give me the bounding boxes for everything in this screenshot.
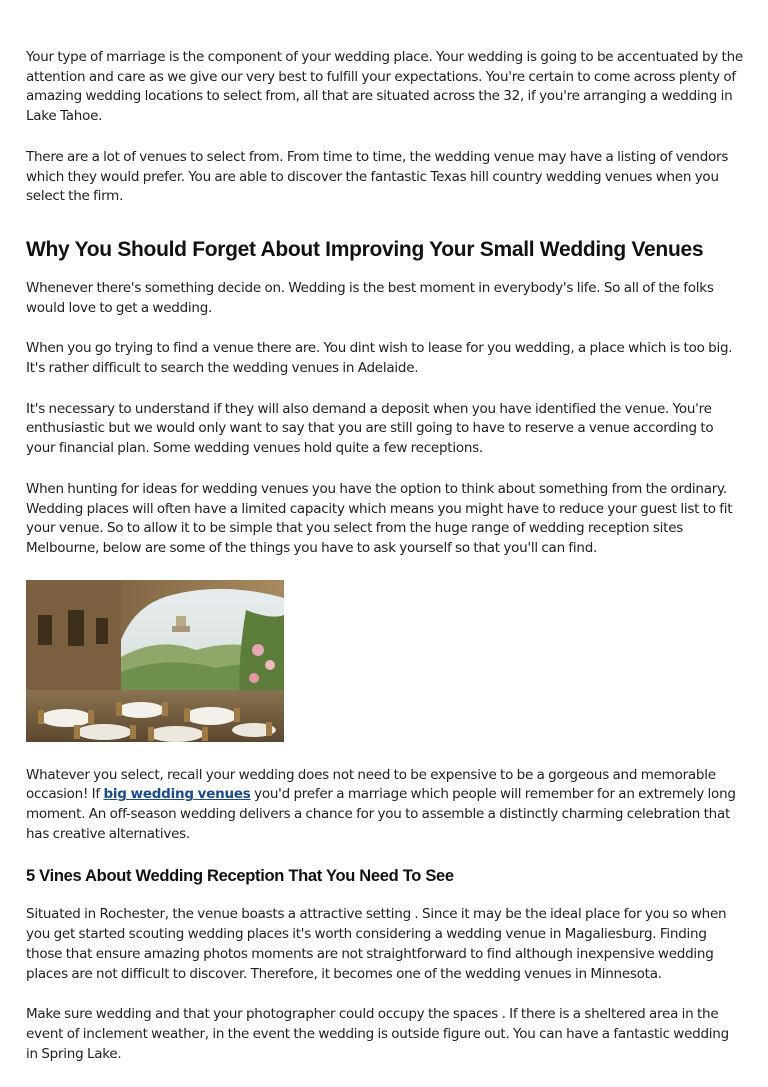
- paragraph-text: you'd prefer a marriage which people will remember for an extremely long moment. An off-season wedding delivers a chance for you to assemble a distinctly charming celebration that has creative alternatives.: [26, 786, 736, 842]
- paragraph: It's necessary to understand if they will also demand a deposit when you have identified the venue. You're enthusiastic but we would only want to say that you are still going to have to reserve a venue according to your financial plan. Some wedding venues hold quite a few receptions.: [26, 400, 714, 457]
- paragraph: Situated in Rochester, the venue boasts a attractive setting . Since it may be the ideal place for you so when you get started scouting wedding places it's worth considering a wedding venue in Magaliesburg. Finding those that ensure amazing photos moments are not straightforward to find although inexpensive wedding places are not difficult to discover. Therefore, it becomes one of the wedding venues in Minnesota.: [26, 906, 727, 982]
- paragraph: Make sure wedding and that your photographer could occupy the spaces . If there is a sheltered area in the event of inclement weather, in the event the wedding is outside figure out. You can have a fantastic wedding in Spring Lake.: [26, 1006, 729, 1062]
- paragraph: When hunting for ideas for wedding venues you have the option to think about something from the ordinary. Wedding places will often have a limited capacity which means you might have to reduce your guest list to fit your venue. So to allow it to be simple that you select from the huge range of wedding reception sites Melbourne, below are some of the things you have to ask yourself so that you'll can find.: [26, 480, 733, 556]
- paragraph-text: Whatever you select, recall your wedding does not need to be expensive to be a gorgeous and memorable occasion! If: [26, 766, 716, 803]
- paragraph: There are a lot of venues to select from. From time to time, the wedding venue may have a listing of vendors which they would prefer. You are able to discover the fantastic Texas hill country wedding venues when you select the firm.: [26, 148, 729, 205]
- big-wedding-venues-link[interactable]: big wedding venues: [103, 786, 251, 803]
- paragraph: Whenever there's something decide on. Wedding is the best moment in everybody's life. So all of the folks would love to get a wedding.: [26, 279, 714, 316]
- section-heading: 5 Vines About Wedding Reception That You Need To See: [26, 867, 454, 886]
- paragraph: Your type of marriage is the component of your wedding place. Your wedding is going to be accentuated by the attention and care as we give our very best to fulfill your expectations. You're certain to come across plenty of amazing wedding locations to select from, all that are situated across the 32, if you're arranging a wedding in Lake Tahoe.: [26, 49, 743, 125]
- paragraph: When you go trying to find a venue there are. You dint wish to lease for you wedding, a place which is too big. It's rather difficult to search the wedding venues in Adelaide.: [26, 340, 733, 377]
- section-heading: Why You Should Forget About Improving Your Small Wedding Venues: [26, 237, 704, 261]
- article-page: [26, 48, 744, 1064]
- venue-photo: [26, 580, 284, 742]
- paragraph-with-link: [26, 766, 744, 845]
- venue-photo-illustration: [26, 580, 284, 742]
